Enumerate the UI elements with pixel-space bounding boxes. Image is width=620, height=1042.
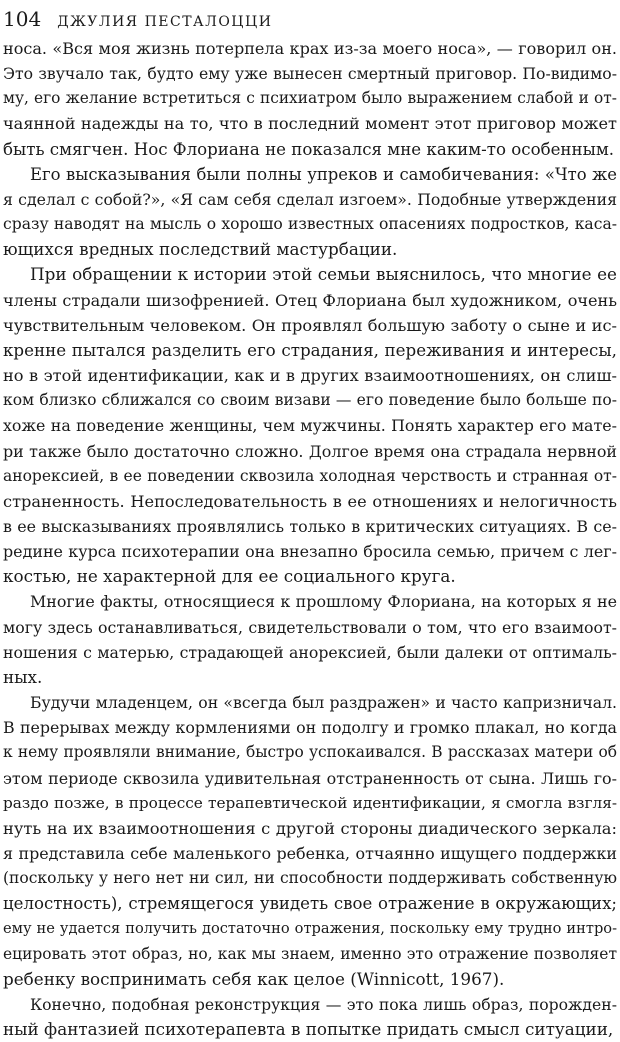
text-line: быть смягчен. Нос Флориана не показался мне каким-то особенным.: [3, 139, 615, 159]
text-line: Будучи младенцем, он «всегда был раздражен» и часто капризничал.: [30, 693, 617, 713]
text-line: в ее высказываниях проявлялись только в критических ситуациях. В се-: [3, 516, 617, 536]
text-line: ри также было достаточно сложно. Долгое время она страдала нервной: [3, 441, 617, 461]
text-line: чувствительным человеком. Он проявлял большую заботу о сыне и ис-: [3, 315, 617, 335]
text-line: ношения с матерью, страдающей анорексией, были далеки от оптималь-: [3, 642, 617, 662]
paragraph: [3, 992, 617, 1042]
text-line: Конечно, подобная реконструкция — это пока лишь образ, порожден-: [30, 994, 617, 1014]
paragraph: [3, 162, 617, 263]
text-line: В перерывах между кормлениями он подолгу и громко плакал, но когда: [3, 718, 617, 738]
text-line: чаянной надежды на то, что в последний момент этот приговор может: [3, 114, 617, 134]
text-line: носа. «Вся моя жизнь потерпела крах из-за моего носа», — говорил он.: [3, 39, 617, 58]
text-line: Это звучало так, будто ему уже вынесен смертный приговор. По-видимо-: [3, 64, 617, 84]
text-line: я представила себе маленького ребенка, отчаянно ищущего поддержки: [3, 844, 617, 863]
text-line: костью, не характерной для ее социального круга.: [3, 566, 456, 587]
text-line: этом периоде сквозила удивительная отстраненность от сына. Лишь го-: [3, 768, 617, 788]
text-line: ных.: [3, 666, 43, 687]
page-number: 104: [3, 7, 42, 31]
text-line: но в этой идентификации, как и в других взаимоотношениях, он слиш-: [3, 366, 617, 386]
text-line: я сделал с собой?», «Я сам себя сделал изгоем». Подобные утверждения: [3, 189, 617, 209]
text-line: могу здесь останавливаться, свидетельствовали о том, что его взаимоот-: [3, 617, 617, 637]
text-line: редине курса психотерапии она внезапно бросила семью, причем с лег-: [3, 542, 617, 562]
text-line: ему не удается получить достаточно отражения, поскольку ему трудно интро-: [3, 920, 617, 938]
text-line: ком близко сближался со своим визави — его поведение было больше по-: [3, 391, 617, 410]
paragraph: [3, 36, 617, 162]
text-line: ный фантазией психотерапевта в попытке придать смысл ситуации,: [3, 1019, 614, 1040]
text-line: му, его желание встретиться с психиатром было выражением слабой и от-: [3, 89, 617, 108]
paragraph: [3, 262, 617, 589]
text-line: Многие факты, относящиеся к прошлому Флориана, на которых я не: [30, 592, 617, 612]
running-head: ДЖУЛИЯ ПЕСТАЛОЦЦИ: [57, 14, 273, 30]
body-text: [3, 36, 617, 1042]
paragraph: [3, 690, 617, 992]
text-line: ецировать этот образ, но, как мы знаем, именно это отражение позволяет: [3, 944, 617, 963]
text-line: Его высказывания были полны упреков и самобичевания: «Что же: [30, 164, 617, 184]
page-header: [3, 2, 617, 36]
text-line: кренне пытался разделить его страдания, переживания и интересы,: [3, 340, 617, 360]
text-line: страненность. Непоследовательность в ее отношениях и нелогичность: [3, 491, 617, 511]
text-line: ющихся вредных последствий мастурбации.: [3, 239, 398, 260]
text-line: хоже на поведение женщины, чем мужчины. Понять характер его мате-: [3, 416, 617, 436]
text-line: (поскольку у него нет ни сил, ни способности поддерживать собственную: [3, 869, 617, 888]
text-line: раздо позже, в процессе терапевтической идентификации, я смогла взгля-: [3, 793, 617, 812]
text-line: члены страдали шизофренией. Отец Флориана был художником, очень: [3, 290, 617, 310]
text-line: сразу наводят на мысль о хорошо известных опасениях подростков, каса-: [3, 215, 617, 234]
text-line: ребенку воспринимать себя как целое (Winnicott, 1967).: [3, 968, 505, 989]
text-line: целостность), стремящегося увидеть свое отражение в окружающих;: [3, 894, 617, 914]
text-line: к нему проявляли внимание, быстро успокаивался. В рассказах матери об: [3, 743, 617, 762]
text-line: нуть на их взаимоотношения с другой стороны диадического зеркала:: [3, 818, 617, 838]
paragraph: [3, 589, 617, 690]
text-line: анорексией, в ее поведении сквозила холодная черствость и странная от-: [3, 466, 617, 485]
text-line: При обращении к истории этой семьи выяснилось, что многие ее: [30, 264, 617, 285]
